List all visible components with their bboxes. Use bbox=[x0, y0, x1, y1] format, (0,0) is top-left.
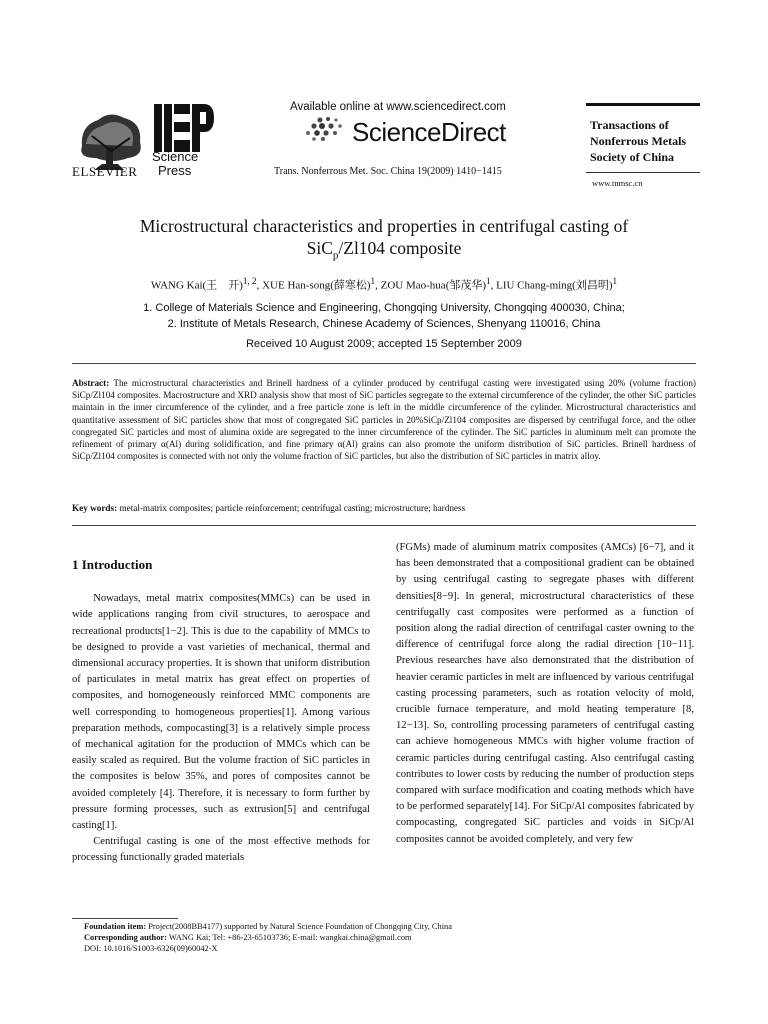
body-column-left bbox=[72, 540, 370, 867]
journal-url: www.tnmsc.cn bbox=[592, 178, 643, 188]
journal-citation: Trans. Nonferrous Met. Soc. China 19(2009) 1410−1415 bbox=[274, 166, 502, 177]
abstract: Abstract: The microstructural characteristics and Brinell hardness of a cylinder produced by centrifugal casting were investigated using 20% (volume fraction) SiCp/Zl104 composites. Macrostructure and XRD analysis show that most of SiC particles segregate to the external circumference of the cylinder, the other SiC particles maintain in the inner circumference of the cylinder, and a free particle zone is left in the middle circumference of the cylinder. Microstructural characteristics and quantitative assessment of SiC particles show that most of congregated SiC particles in 20%SiCp/Zl104 composites are dispersed by centrifugal force, and the other congregated SiC particles and most of alumina oxide are segregated to the inner circumference of the cylinder. The SiC particles in aluminum melt can promote the refinement of primary α(Al) during solidification, and fine primary α(Al) grains can also promote the uniform distribution of SiC particles. Brinell hardness of SiCp/Zl104 composites is connected with not only the volume fraction of SiC particles, but also the distribution of SiC particles in matrix alloy. bbox=[72, 378, 696, 462]
paragraph: Nowadays, metal matrix composites(MMCs) can be used in wide applications ranging from civil structures, to aerospace and recreational products[1−2]. This is due to the capability of MMCs to be designed to provide a vast varieties of mechanical, thermal and dimensional accuracy properties. It is shown that uniform distribution of particulates in metal matrix has great effect on properties of composites, and homogeneously reinforced MMC components are well corresponding to homogeneous properties[1]. Among various preparation methods, compocasting[3] is a relatively simple process of mechanical agitation for the production of MMCs which can be easily scaled as required. But the volume fraction of SiC particles in the composites is below 35%, and pores of composites cannot be avoided completely [4]. Therefore, it is necessary to form further by pressure forming processes, such as extrusion[5] and centrifugal casting[1]. bbox=[72, 593, 370, 832]
publisher-name: ELSEVIER bbox=[72, 164, 138, 179]
received-dates: Received 10 August 2009; accepted 15 September 2009 bbox=[246, 338, 522, 350]
science-press-name: Science Press bbox=[152, 149, 199, 178]
author-list: WANG Kai(王 开)$^{1, 2}$, XUE Han-song(薛寒松)$^1$, ZOU Mao-hua(邹茂华)$^1$, LIU Chang-ming(刘昌明)$^1$ bbox=[150, 276, 618, 292]
journal-title: Transactions of Nonferrous Metals Society of China bbox=[590, 118, 687, 164]
journal-bottom-rule bbox=[586, 172, 700, 173]
science-press-logo bbox=[152, 102, 214, 154]
body-column-right bbox=[396, 540, 694, 848]
abstract-bottom-rule bbox=[72, 525, 696, 526]
keywords: Key words: metal-matrix composites; particle reinforcement; centrifugal casting; microstructure; hardness bbox=[72, 503, 466, 513]
paper-title: Microstructural characteristics and properties in centrifugal casting of SiC$_p$/Zl104 composite bbox=[139, 216, 629, 262]
footnote-rule bbox=[72, 918, 178, 919]
available-online-line: Available online at www.sciencedirect.com bbox=[290, 101, 506, 113]
paragraph: Centrifugal casting is one of the most effective methods for processing functionally graded materials bbox=[72, 836, 370, 864]
paragraph: (FGMs) made of aluminum matrix composites (AMCs) [6−7], and it has been demonstrated that a compositional gradient can be obtained by using centrifugal casting to segregate phases with different densities[8−9]. In general, microstructural characteristics of these centrifugally cast composites were performed as a function of position along the radial direction of centrifugal caster owning to the difference of centrifugal force along the radial direction [10−11]. Previous researches have also demonstrated that the distribution of heavier ceramic particles in melt are influenced by various centrifugal casting processing parameters, such as rotation velocity of mold, crucible furnace temperature, and mold heating temperature [8, 12−13]. So, controlling processing parameters of centrifugal casting can achieve homogeneous MMCs with higher volume fraction of ceramic particles during centrifugal casting. Also centrifugal casting contributes to lower costs by reducing the number of production steps compared with surface modification and coating methods which have to be performed separately[14]. For SiCp/Al composites fabricated by compocasting, congregated SiC particles and voids in SiCp/Al composites cannot be avoided completely, and very few bbox=[396, 542, 694, 845]
footnotes: Foundation item: Project(2008BB4177) supported by Natural Science Foundation of Chongqing City, China Corresponding author: WANG Kai; Tel: +86-23-65103736; E-mail: wangkai.china@gmail.com DOI: 10.1016/S1003-6326(09)60042-X bbox=[84, 922, 452, 953]
affiliations: 1. College of Materials Science and Engineering, Chongqing University, Chongqing 400030, China; 2. Institute of Metals Research, Chinese Academy of Sciences, Shenyang 110016, China bbox=[143, 302, 625, 330]
sciencedirect-wordmark: ScienceDirect bbox=[352, 117, 506, 147]
section-heading: 1 Introduction bbox=[72, 557, 153, 572]
abstract-top-rule bbox=[72, 363, 696, 364]
journal-top-rule bbox=[586, 103, 700, 106]
sciencedirect-dots-icon bbox=[300, 116, 348, 142]
